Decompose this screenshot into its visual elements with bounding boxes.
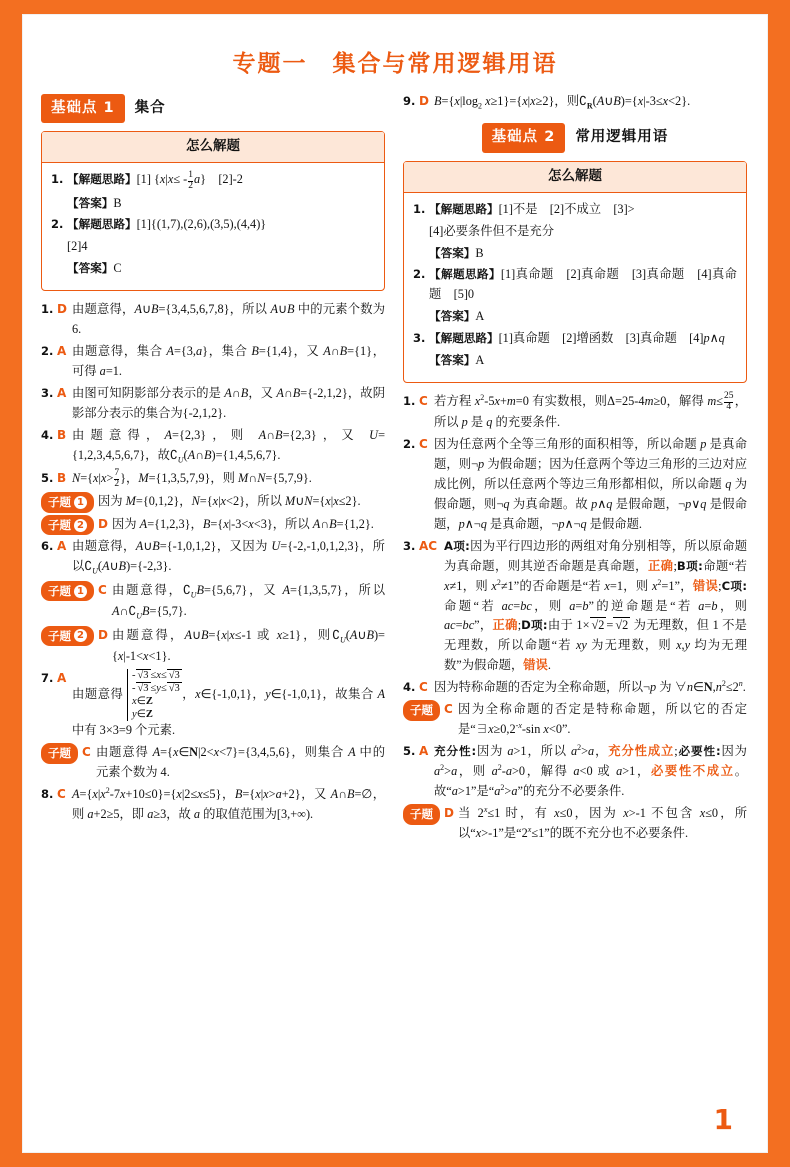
item-text: [4]必要条件但不是充分 <box>429 223 555 238</box>
answer-letter: C <box>419 394 428 408</box>
item-text: 由题意得，A={2,3}，则 A∩B={2,3}，又 U={1,2,3,4,5,6,7}，故$∁_U(A\cap B)=\{1,4,5,6,7\}$. <box>72 427 385 464</box>
answer-item <box>41 669 385 741</box>
answer-item <box>41 785 385 825</box>
subproblem-tag: 子题 <box>41 743 78 764</box>
box-item <box>51 259 375 279</box>
answer-item <box>403 678 747 698</box>
section-badge: 基础点 1 <box>41 94 125 123</box>
answer-letter: AC <box>419 538 438 553</box>
answer-letter: C <box>82 745 91 760</box>
subproblem-row <box>41 581 385 624</box>
box-title: 怎么解题 <box>404 162 746 193</box>
answer-letter: A <box>57 385 67 400</box>
answer-item <box>41 537 385 578</box>
box-item <box>51 237 375 257</box>
item-number: 9. <box>403 94 416 108</box>
item-text: 由题意得 - √3 ≤x≤ √3 - √3 ≤y≤ √3 x∈Z y∈Z，x∈{-1,0,1}，y∈{-1,0,1}，故集合 A 中有 3×3=9 个元素. <box>72 669 385 738</box>
box-title: 怎么解题 <box>42 132 384 163</box>
right-column <box>403 92 747 846</box>
answer-item <box>403 537 747 676</box>
answer-item <box>403 742 747 802</box>
item-text: 由题意得，A∪B={-1,0,1,2}，又因为 U={-2,-1,0,1,2,3}，所以$∁_U(A\cup B)=\{-2,3\}$. <box>72 539 385 576</box>
section-title: 集合 <box>134 100 166 116</box>
item-text: [2]4 <box>67 239 88 254</box>
item-text: 由题意得 A={x∈N|2<x<7}={3,4,5,6}，则集合 A 中的元素个数为 4. <box>96 745 385 780</box>
subproblem-tag: 子题 <box>403 804 440 825</box>
answer-item <box>403 392 747 433</box>
answer-item <box>41 342 385 382</box>
answer-letter: C <box>444 702 453 717</box>
item-text: $A=\{x|x^2-7x+10\le 0\}=\{x|2\le x\le 5\}$，B={x|x>a+2}，又 A∩B=∅，则 a+2≥5，即 a≥3，故 a 的取值范围为[3,+∞). <box>72 786 385 822</box>
box-item <box>413 265 737 305</box>
how-to-solve-box-2 <box>403 161 747 383</box>
item-number: 4. <box>403 680 416 695</box>
subproblem-index: 1 <box>74 496 87 509</box>
item-text: $B=\{x|\log_2$ x≥1}={x|x≥2}，则$∁_R(A\cup B)=\{x|-3\le x<2\}$. <box>434 94 691 111</box>
subproblem-index: 2 <box>74 519 87 532</box>
item-number: 3. <box>413 331 426 346</box>
item-number: 4. <box>41 427 54 442</box>
item-number: 3. <box>403 538 416 553</box>
item-text: 由题意得，A∪B={3,4,5,6,7,8}，所以 A∪B 中的元素个数为 6. <box>72 302 385 337</box>
subproblem-index: 2 <box>74 629 87 642</box>
box-item <box>51 170 375 191</box>
subproblem-row <box>41 492 385 513</box>
item-text: 因为特称命题的否定为全称命题，所以¬p 为 $\forall n\in N,n^2\le 2^n$. <box>434 679 746 695</box>
box-item <box>413 351 737 371</box>
item-text: 由图可知阴影部分表示的是 A∩B，又 A∩B={-2,1,2}，故阴影部分表示的集合为{-2,1,2}. <box>72 385 385 420</box>
item-number: 8. <box>41 787 54 802</box>
answer-letter: C <box>98 582 107 597</box>
box-item <box>51 215 375 235</box>
item-number: 3. <box>41 385 54 400</box>
item-text: 若方程 $x^2-5x+m=0$ 有实数根，则Δ=25-4m≥0，解得 $m\le\frac{25}{4}$ ，所以 p 是 q 的充要条件. <box>434 391 747 430</box>
item-text: 充分性:因为 a>1，所以 $a^2>a$，充分性成立;必要性:因为 $a^2>a$，则 $a^2-a>0$，解得 a<0 或 a>1，必要性不成立。故“a>1”是“$a^2>a$”的充分不必要条件. <box>434 743 748 799</box>
box-item <box>413 222 737 242</box>
item-text: 因为全称命题的否定是特称命题，所以它的否定是“$\exists x\ge 0,2^{-x}-\sin$ x<0”. <box>458 702 747 737</box>
item-text: 【答案】C <box>67 261 122 276</box>
two-column-layout <box>41 92 749 846</box>
item-text: 当 $2^x\le 1$ 时，有 x≤0，因为 x>-1 不包含 x≤0，所以“x>-1”是“$2^x\le 1$”的既不充分也不必要条件. <box>458 805 747 841</box>
answer-item <box>41 384 385 424</box>
subproblem-tag: 子题 1 <box>41 492 94 513</box>
subproblem-row <box>41 515 385 536</box>
subproblem-tag: 子题 2 <box>41 626 94 647</box>
item-number: 2. <box>403 437 416 452</box>
subproblem-row <box>41 626 385 667</box>
answer-letter: A <box>57 670 67 685</box>
subproblem-row <box>403 804 747 844</box>
item-text: $N=\{x|x>\frac{7}{2}$ }，M={1,3,5,7,9}，则 M∩N={5,7,9}. <box>72 468 312 490</box>
item-number: 2. <box>51 217 64 232</box>
item-text: 由题意得，$∁_UB=\{5,6,7\}$，又 A={1,3,5,7}，所以 $A\cap∁_UB=\{5,7\}$. <box>112 582 386 621</box>
item-number: 2. <box>41 344 54 359</box>
subproblem-tag: 子题 2 <box>41 515 94 536</box>
answer-item <box>403 92 747 113</box>
book-page <box>22 14 768 1153</box>
answer-letter: C <box>57 787 66 802</box>
section-badge: 基础点 2 <box>482 123 566 152</box>
subproblem-index: 1 <box>74 585 87 598</box>
answer-letter: D <box>444 806 454 821</box>
box-item <box>413 244 737 264</box>
page-title: 专题一 集合与常用逻辑用语 <box>232 51 558 77</box>
answer-letter: A <box>419 744 429 759</box>
box-item <box>413 329 737 349</box>
item-text: 【答案】A <box>429 353 485 368</box>
item-text: 【答案】A <box>429 309 485 324</box>
item-text: 【解题思路】[1] {$x|x\le -\frac{1}{2}$ a} [2]-2 <box>67 169 243 191</box>
answer-letter: C <box>419 437 428 452</box>
answer-letter: A <box>57 344 67 359</box>
item-text: 由题意得，集合 A={3,a}，集合 B={1,4}，又 A∩B={1}，可得 a=1. <box>72 344 386 378</box>
box-item <box>51 194 375 214</box>
item-text: 【解题思路】[1]真命题 [2]真命题 [3]真命题 [4]真命题 [5]0 <box>429 267 737 302</box>
answer-letter: D <box>419 94 429 108</box>
box-item <box>413 200 737 220</box>
subproblem-tag: 子题 <box>403 700 440 721</box>
answer-letter: B <box>57 427 67 442</box>
item-number: 1. <box>51 172 64 187</box>
answer-letter: D <box>98 516 108 531</box>
item-text: 【解题思路】[1]{(1,7),(2,6),(3,5),(4,4)} <box>67 217 267 232</box>
item-text: 由题意得，A∪B={x|x≤-1 或 x≥1}，则$∁_U(A\cup B)=\{x|-1<x<1\}$. <box>112 627 385 663</box>
answer-item <box>41 469 385 490</box>
subproblem-row <box>41 743 385 783</box>
item-text: 【答案】B <box>67 195 122 210</box>
item-text: 【解题思路】[1]不是 [2]不成立 [3]> <box>429 201 635 216</box>
left-column <box>41 92 385 827</box>
item-number: 6. <box>41 539 54 554</box>
how-to-solve-box-1 <box>41 131 385 291</box>
answer-letter: D <box>98 627 108 642</box>
answer-item <box>403 435 747 535</box>
item-text: 【答案】B <box>429 245 484 260</box>
item-number: 1. <box>413 201 426 216</box>
box-item <box>413 307 737 327</box>
item-number: 1. <box>41 302 54 317</box>
item-text: 【解题思路】[1]真命题 [2]增函数 [3]真命题 [4]p∧q <box>429 331 725 346</box>
item-number: 7. <box>41 670 54 685</box>
item-number: 5. <box>403 744 416 759</box>
answer-letter: C <box>419 680 428 695</box>
item-text: 因为任意两个全等三角形的面积相等，所以命题 p 是真命题，则¬p 为假命题；因为任意两个等边三角形的三边对应成比例，所以任意两个等边三角形都相似，所以命题 q 为假命题，则¬q 为真命题。故 p∧q 是假命题，¬p∨q 是假命题，p∧¬q 是真命题，¬p∧¬q 是假命题. <box>434 437 748 531</box>
subproblem-row <box>403 700 747 740</box>
answer-letter: D <box>57 302 67 317</box>
item-text: 因为 A={1,2,3}，B={x|-3<x<3}，所以 A∩B={1,2}. <box>112 516 374 531</box>
page-number: 1 <box>713 1103 733 1136</box>
item-number: 2. <box>413 267 426 282</box>
section-heading-1 <box>41 94 385 123</box>
answer-item <box>41 300 385 340</box>
item-number: 5. <box>41 470 54 485</box>
item-number: 1. <box>403 394 416 408</box>
subproblem-tag: 子题 1 <box>41 581 94 602</box>
section-title: 常用逻辑用语 <box>575 129 669 146</box>
section-heading-2 <box>403 123 747 152</box>
item-text: A项:因为平行四边形的两组对角分别相等，所以原命题为真命题，则其逆否命题是真命题，正确;B项:命题“若 x≠1，则 $x^2\ne 1$”的否命题是“若 x=1，则 $x^2=1$”，错误;C项:命题“若 ac=bc，则 a=b”的逆命题是“若 a=b，则 ac=bc”，正确;D项:由于 1× √2 = √2 为无理数，但 1 不是无理数，所以命题“若 xy 为无理数，则 x,y 均为无理数”为假命题，错误. <box>444 538 747 673</box>
answer-item <box>41 426 385 467</box>
item-text: 因为 M={0,1,2}，N={x|x<2}，所以 M∪N={x|x≤2}. <box>98 494 361 509</box>
answer-letter: B <box>57 470 67 485</box>
answer-letter: A <box>57 539 67 554</box>
